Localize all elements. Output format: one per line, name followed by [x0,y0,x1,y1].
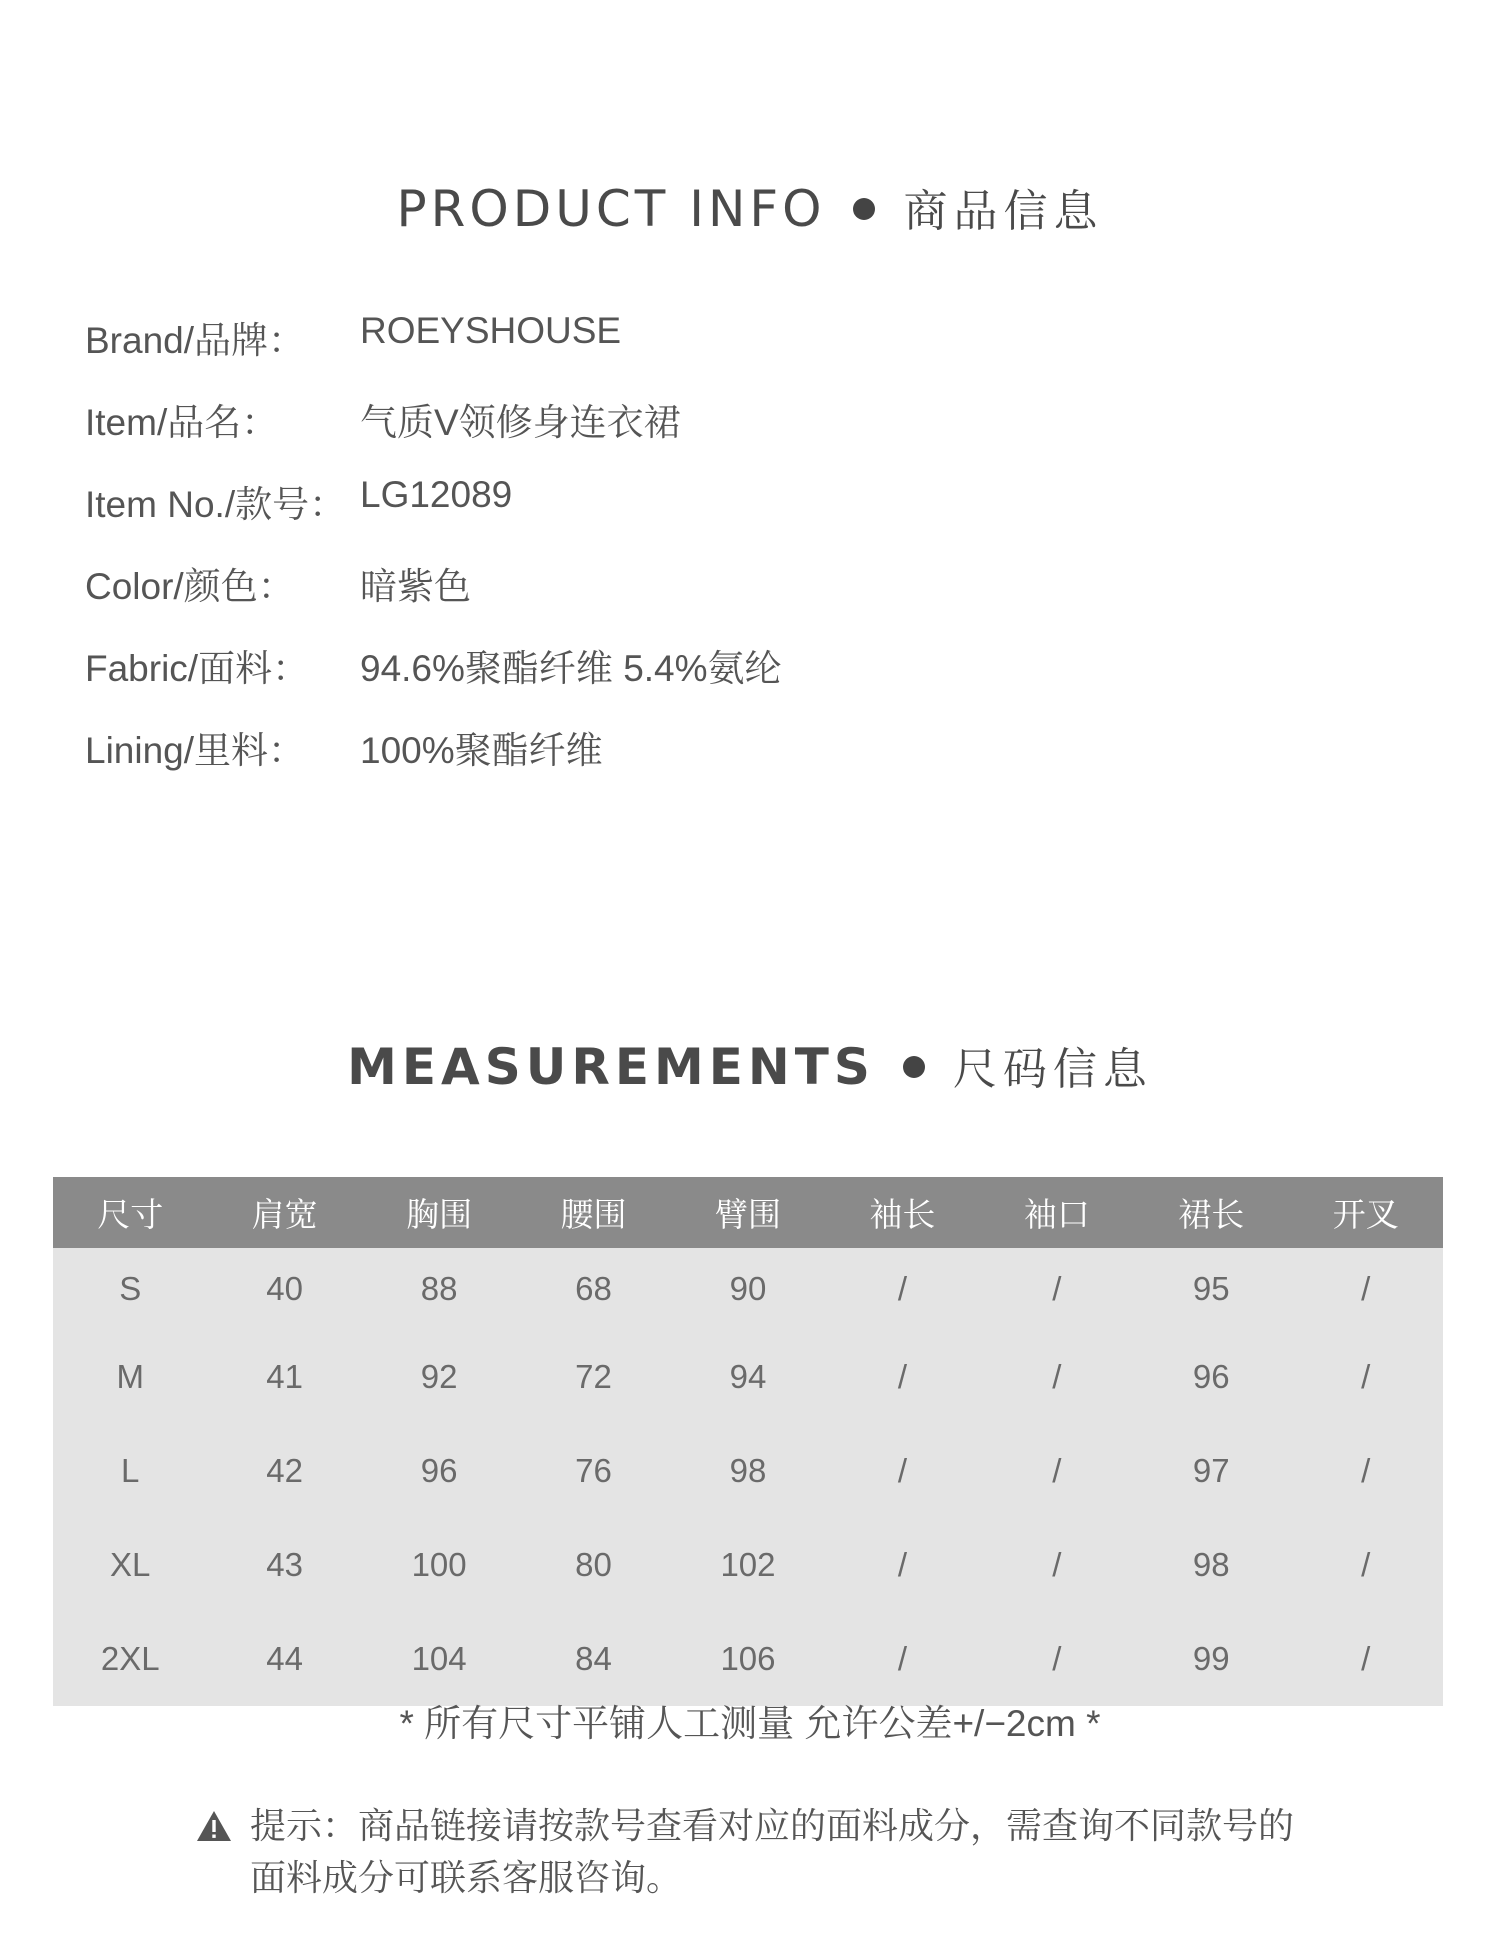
size-table-body [53,1248,1443,1706]
size-table-cell: / [825,1248,979,1330]
bullet-dot-icon [853,198,875,220]
info-value: 暗紫色 [360,566,471,607]
size-table-header-cell: 裙长 [1134,1177,1288,1248]
size-table-cell: 84 [516,1612,670,1706]
size-table-cell: 80 [516,1518,670,1612]
size-table-cell: / [825,1518,979,1612]
size-table-cell: 95 [1134,1248,1288,1330]
measurements-title [0,1033,1500,1097]
size-table-cell: / [1289,1424,1444,1518]
size-table-cell: 104 [362,1612,516,1706]
size-table-cell: 98 [671,1424,825,1518]
size-table-cell: 100 [362,1518,516,1612]
size-table-cell: 96 [362,1424,516,1518]
table-row [53,1248,1443,1330]
product-info-title-en: PRODUCT INFO [396,180,826,238]
size-table-cell: 92 [362,1330,516,1424]
size-table-cell: / [980,1330,1134,1424]
info-value: ROEYSHOUSE [360,310,622,351]
size-table-cell: 42 [207,1424,361,1518]
size-table-cell: 2XL [53,1612,207,1706]
product-info-title [0,175,1500,239]
size-table-header-cell: 袖长 [825,1177,979,1248]
info-label: Brand/品牌： [85,320,306,361]
size-table-cell: 96 [1134,1330,1288,1424]
measurements-title-en: MEASUREMENTS [347,1038,875,1096]
size-table-cell: 68 [516,1248,670,1330]
size-table-cell: / [980,1424,1134,1518]
size-table-cell: L [53,1424,207,1518]
size-table-cell: / [1289,1612,1444,1706]
size-table-cell: 94 [671,1330,825,1424]
size-table-cell: / [980,1248,1134,1330]
table-row [53,1424,1443,1518]
info-label: Item No./款号： [85,484,347,525]
size-table-cell: / [1289,1248,1444,1330]
size-table-header-cell: 尺寸 [53,1177,207,1248]
bullet-dot-icon [903,1056,925,1078]
info-value: LG12089 [360,474,513,515]
info-value: 100%聚酯纤维 [360,730,603,771]
size-table-header-cell: 肩宽 [207,1177,361,1248]
size-table-cell: / [1289,1330,1444,1424]
info-value: 气质V领修身连衣裙 [360,402,681,443]
tip-notice [196,1800,1326,1904]
size-table-cell: / [1289,1518,1444,1612]
size-table-cell: 90 [671,1248,825,1330]
size-table-cell: 44 [207,1612,361,1706]
table-row [53,1330,1443,1424]
measurements-title-zh: 尺码信息 [952,1044,1153,1095]
size-table-cell: / [825,1424,979,1518]
size-table-cell: / [980,1612,1134,1706]
size-table-cell: / [825,1612,979,1706]
size-table-cell: / [825,1330,979,1424]
size-table-cell: 98 [1134,1518,1288,1612]
size-table-cell: 99 [1134,1612,1288,1706]
size-table-cell: 72 [516,1330,670,1424]
size-table-cell: 106 [671,1612,825,1706]
measurement-tolerance-note: * 所有尺寸平铺人工测量 允许公差+/−2cm * [399,1703,1101,1744]
size-table-cell: M [53,1330,207,1424]
warning-icon [196,1810,232,1842]
size-table-cell: XL [53,1518,207,1612]
size-table-header-row [53,1177,1443,1248]
size-table-cell: 76 [516,1424,670,1518]
tip-text: 提示：商品链接请按款号查看对应的面料成分，需查询不同款号的面料成分可联系客服咨询。 [250,1805,1295,1898]
size-table-cell: 43 [207,1518,361,1612]
product-info-title-zh: 商品信息 [903,186,1104,237]
size-table-cell: S [53,1248,207,1330]
size-table [53,1177,1443,1706]
table-row [53,1612,1443,1706]
size-table-header-cell: 腰围 [516,1177,670,1248]
size-table-cell: 40 [207,1248,361,1330]
info-label: Lining/里料： [85,730,306,771]
size-table-header-cell: 开叉 [1289,1177,1444,1248]
size-table-header-cell: 袖口 [980,1177,1134,1248]
size-table-cell: 97 [1134,1424,1288,1518]
size-table-cell: 41 [207,1330,361,1424]
info-value: 94.6%聚酯纤维 5.4%氨纶 [360,648,782,689]
info-label: Fabric/面料： [85,648,310,689]
size-table-header-cell: 胸围 [362,1177,516,1248]
size-table-cell: 88 [362,1248,516,1330]
table-row [53,1518,1443,1612]
size-table-cell: / [980,1518,1134,1612]
info-label: Item/品名： [85,402,279,443]
size-table-cell: 102 [671,1518,825,1612]
info-label: Color/颜色： [85,566,295,607]
size-table-header-cell: 臂围 [671,1177,825,1248]
